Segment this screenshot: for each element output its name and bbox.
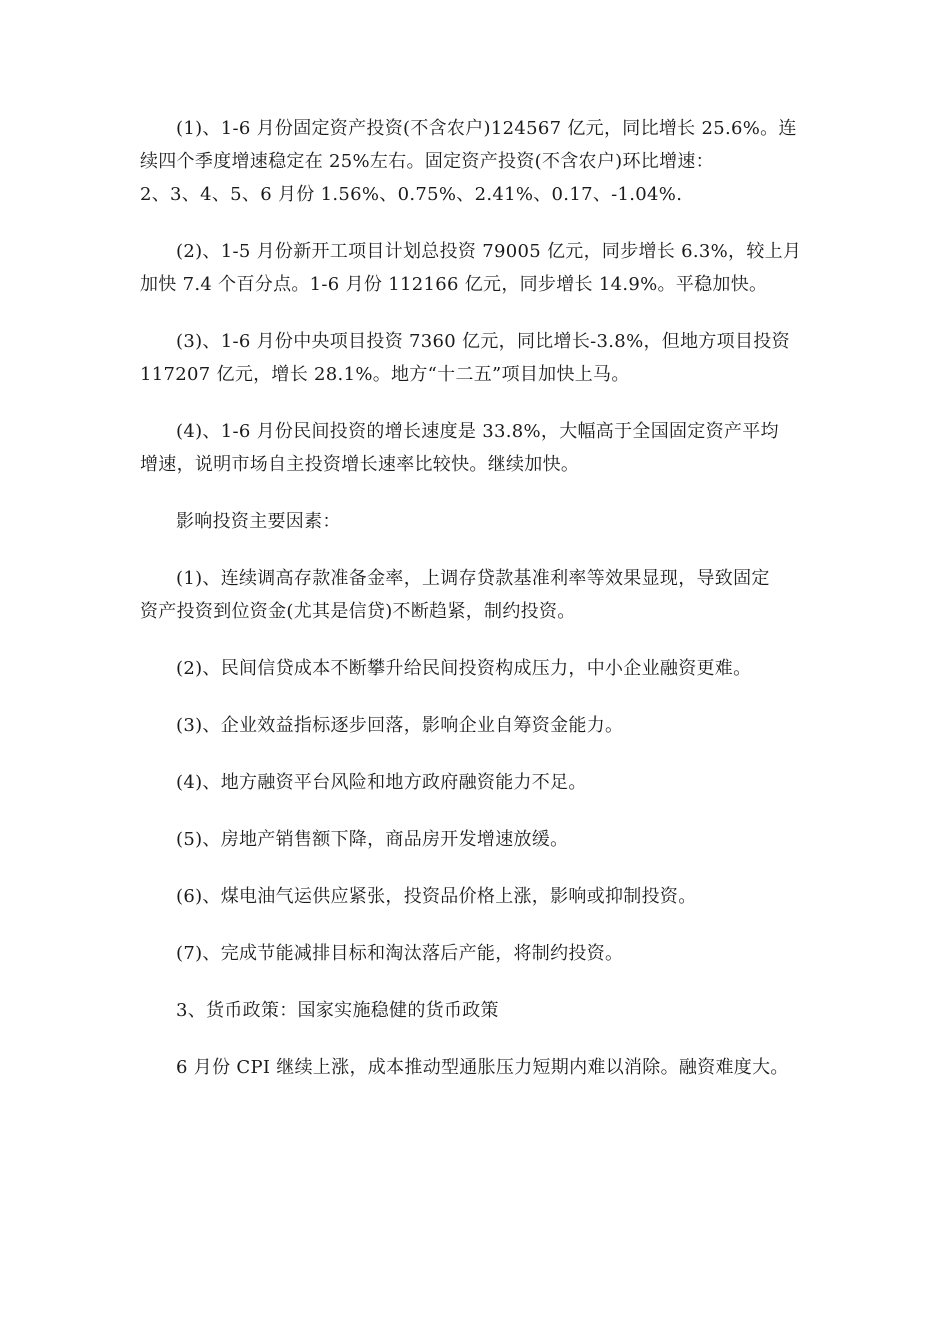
text-line: 增速，说明市场自主投资增长速率比较快。继续加快。	[140, 454, 580, 475]
text-line: 3、货币政策：国家实施稳健的货币政策	[176, 1000, 499, 1021]
text-line: (2)、1-5 月份新开工项目计划总投资 79005 亿元，同步增长 6.3%，较上月	[176, 241, 802, 262]
section-heading-factors	[140, 505, 810, 538]
text-line: (1)、连续调高存款准备金率，上调存贷款基准利率等效果显现，导致固定	[176, 568, 770, 589]
paragraph-cpi	[140, 1051, 810, 1084]
factor-item-4	[140, 766, 810, 799]
paragraph-central-local-projects	[140, 325, 810, 391]
text-line: 续四个季度增速稳定在 25%左右。固定资产投资(不含农户)环比增速：	[140, 151, 714, 172]
paragraph-gap	[140, 742, 810, 766]
paragraph-gap	[140, 799, 810, 823]
text-line: 资产投资到位资金(尤其是信贷)不断趋紧，制约投资。	[140, 601, 576, 622]
text-line: (3)、企业效益指标逐步回落，影响企业自筹资金能力。	[176, 715, 624, 736]
factor-item-3	[140, 709, 810, 742]
text-line: 2、3、4、5、6 月份 1.56%、0.75%、2.41%、0.17、-1.04%.	[140, 184, 683, 205]
paragraph-gap	[140, 211, 810, 235]
section-heading-monetary-policy	[140, 994, 810, 1027]
text-line: (7)、完成节能减排目标和淘汰落后产能，将制约投资。	[176, 943, 624, 964]
paragraph-gap	[140, 970, 810, 994]
text-line: (6)、煤电油气运供应紧张，投资品价格上涨，影响或抑制投资。	[176, 886, 697, 907]
text-line: 影响投资主要因素：	[176, 511, 341, 532]
paragraph-gap	[140, 538, 810, 562]
factor-item-1	[140, 562, 810, 628]
paragraph-fixed-asset-investment	[140, 112, 810, 211]
paragraph-gap	[140, 685, 810, 709]
paragraph-gap	[140, 856, 810, 880]
text-line: (5)、房地产销售额下降，商品房开发增速放缓。	[176, 829, 569, 850]
text-line: (4)、1-6 月份民间投资的增长速度是 33.8%，大幅高于全国固定资产平均	[176, 421, 779, 442]
factor-item-6	[140, 880, 810, 913]
text-line: (4)、地方融资平台风险和地方政府融资能力不足。	[176, 772, 587, 793]
paragraph-gap	[140, 301, 810, 325]
paragraph-new-projects	[140, 235, 810, 301]
factor-item-7	[140, 937, 810, 970]
text-line: (2)、民间信贷成本不断攀升给民间投资构成压力，中小企业融资更难。	[176, 658, 752, 679]
paragraph-gap	[140, 628, 810, 652]
text-line: 加快 7.4 个百分点。1-6 月份 112166 亿元，同步增长 14.9%。平稳加快。	[140, 274, 768, 295]
paragraph-gap	[140, 391, 810, 415]
text-line: (3)、1-6 月份中央项目投资 7360 亿元，同比增长-3.8%，但地方项目投资	[176, 331, 790, 352]
text-line: 6 月份 CPI 继续上涨，成本推动型通胀压力短期内难以消除。融资难度大。	[176, 1057, 789, 1078]
factor-item-5	[140, 823, 810, 856]
paragraph-gap	[140, 481, 810, 505]
paragraph-private-investment	[140, 415, 810, 481]
paragraph-gap	[140, 1027, 810, 1051]
paragraph-gap	[140, 913, 810, 937]
text-line: (1)、1-6 月份固定资产投资(不含农户)124567 亿元，同比增长 25.6%。连	[176, 118, 797, 139]
document-body	[140, 112, 810, 1084]
text-line: 117207 亿元，增长 28.1%。地方“十二五”项目加快上马。	[140, 364, 630, 385]
factor-item-2	[140, 652, 810, 685]
